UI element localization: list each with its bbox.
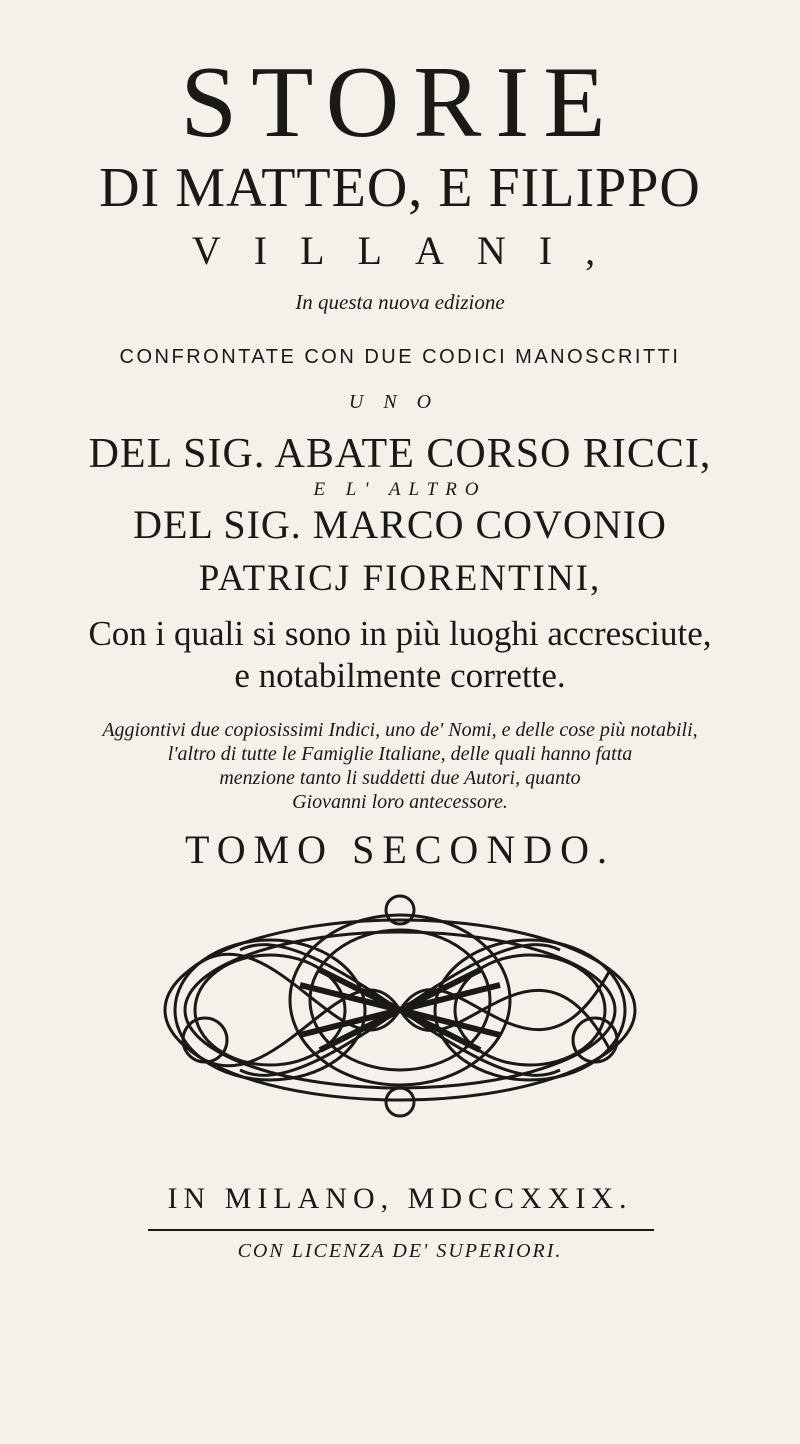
- collation-uno: UNO: [348, 391, 452, 413]
- additions-line-4: Giovanni loro antecessore.: [292, 791, 508, 813]
- collation-altro: E L' ALTRO: [313, 479, 487, 500]
- collation-line: CONFRONTATE CON DUE CODICI MANOSCRITTI: [119, 346, 681, 368]
- title-surname: VILLANI,: [191, 228, 629, 273]
- license-line: CON LICENZA DE' SUPERIORI.: [237, 1240, 563, 1262]
- edition-note: In questa nuova edizione: [295, 290, 505, 314]
- additions-line-3: menzione tanto li suddetti due Autori, quanto: [219, 767, 581, 789]
- improvements-line-2: e notabilmente corrette.: [234, 656, 566, 695]
- first-owner: DEL SIG. ABATE CORSO RICCI,: [88, 431, 712, 477]
- additions-line-2: l'altro di tutte le Famiglie Italiane, delle quali hanno fatta: [167, 743, 633, 765]
- second-owner: DEL SIG. MARCO COVONIO: [133, 502, 667, 547]
- imprint: IN MILANO, MDCCXXIX.: [167, 1182, 633, 1215]
- interlaced-knot-ornament-icon: [150, 890, 650, 1122]
- divider-rule: [148, 1229, 654, 1231]
- title-authors: DI MATTEO, E FILIPPO: [99, 157, 701, 219]
- additions-line-1: Aggiontivi due copiosissimi Indici, uno de' Nomi, e delle cose più notabili,: [102, 719, 698, 741]
- volume-label: TOMO SECONDO.: [185, 827, 615, 872]
- improvements-line-1: Con i quali si sono in più luoghi accresciute,: [88, 614, 712, 653]
- patricj-line: PATRICJ FIORENTINI,: [198, 558, 602, 599]
- title-main: STORIE: [180, 46, 620, 159]
